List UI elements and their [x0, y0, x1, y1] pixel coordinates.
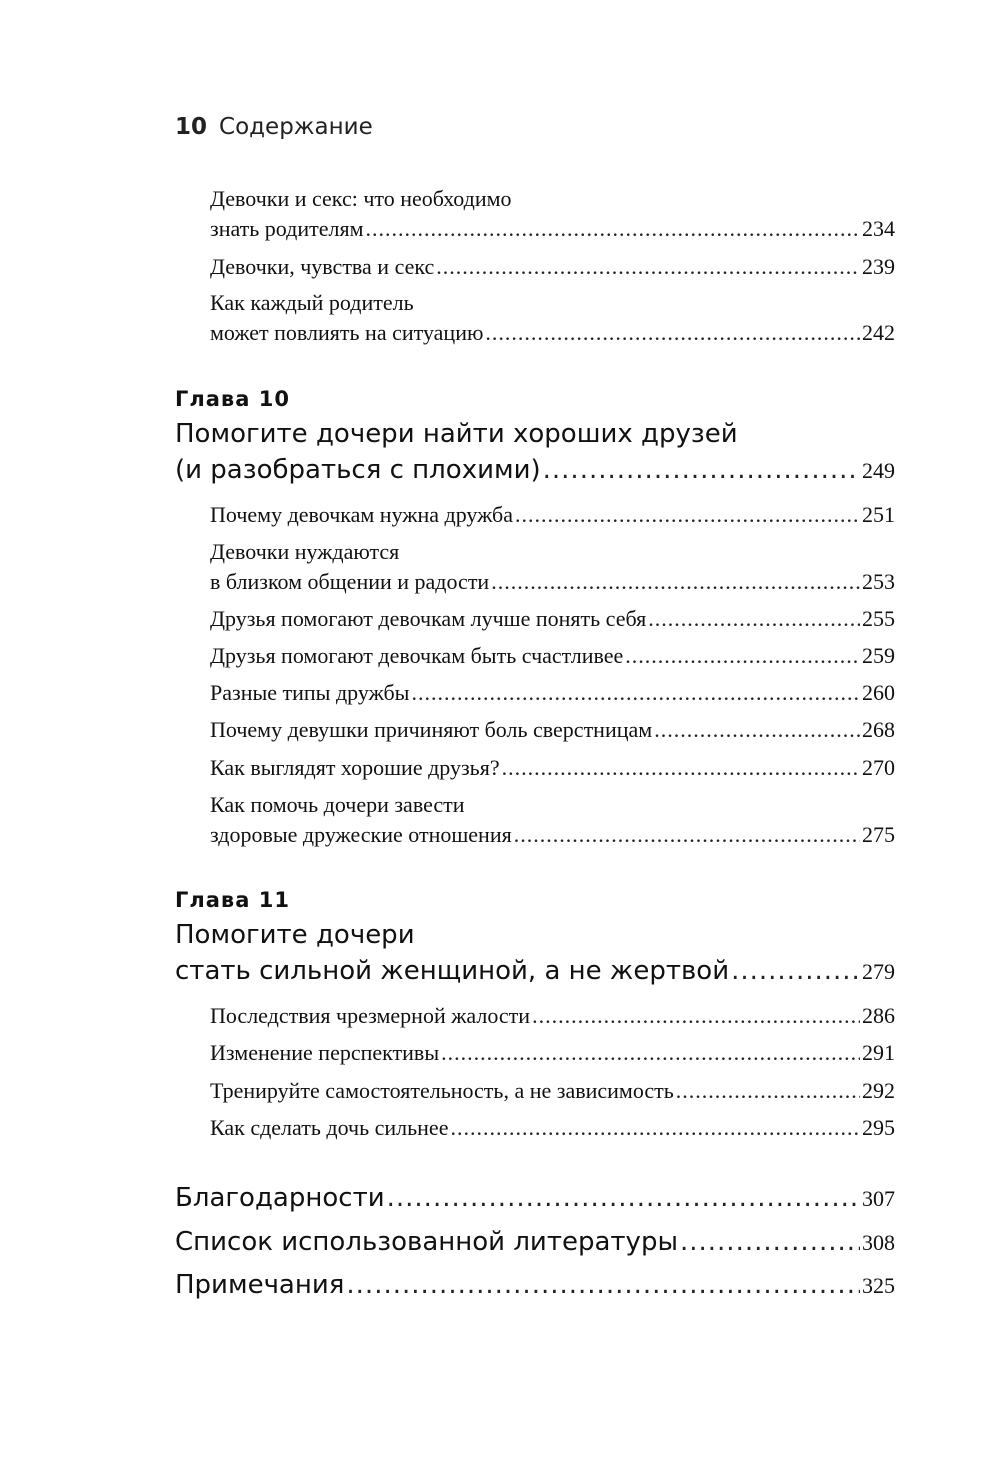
chapter-label: Глава 11: [175, 888, 290, 912]
leader-dots: [532, 1001, 860, 1031]
chapter-title: (и разобраться с плохими): [175, 455, 541, 485]
toc-entry-text: Тренируйте самостоятельность, а не зависимость: [210, 1078, 674, 1103]
leader-dots: [648, 604, 860, 634]
toc-page-number: 291: [862, 1040, 895, 1065]
toc-page-number: 295: [862, 1115, 895, 1140]
toc-entry[interactable]: [210, 1001, 895, 1031]
leader-dots: [514, 820, 860, 850]
running-head: [175, 114, 373, 140]
leader-dots: [366, 214, 860, 244]
toc-entry[interactable]: [210, 604, 895, 634]
toc-entry-text: Почему девушки причиняют боль сверстницам: [210, 717, 653, 742]
chapter-label: Глава 10: [175, 387, 290, 411]
back-matter-title: Благодарности: [175, 1183, 385, 1213]
toc-entry[interactable]: [210, 715, 895, 745]
toc-page-number: 242: [862, 320, 895, 345]
toc-page-number: 239: [862, 254, 895, 279]
toc-entry-text: Последствия чрезмерной жалости: [210, 1003, 531, 1028]
toc-page-number: 255: [862, 606, 895, 631]
toc-page-number: 279: [862, 959, 895, 984]
leader-dots: [411, 678, 860, 708]
toc-page-number: 253: [862, 569, 895, 594]
leader-dots: [485, 318, 860, 348]
toc-entry[interactable]: [210, 252, 895, 282]
leader-dots: [515, 500, 860, 530]
toc-entry[interactable]: [210, 1038, 895, 1068]
page-number: 10: [175, 114, 208, 140]
leader-dots: [502, 753, 860, 783]
toc-page-number: 308: [862, 1230, 895, 1255]
toc-entry-text: Девочки нуждаются: [210, 539, 400, 564]
toc-entry-text: Друзья помогают девочкам лучше понять себя: [210, 606, 647, 631]
toc-page-number: 270: [862, 755, 895, 780]
toc-entry-text: Разные типы дружбы: [210, 680, 410, 705]
toc-entry-text: Друзья помогают девочкам быть счастливее: [210, 643, 624, 668]
toc-page-number: 260: [862, 680, 895, 705]
toc-entry[interactable]: [210, 1113, 895, 1143]
toc-entry-text: Девочки и секс: что необходимо: [210, 186, 512, 211]
leader-dots: [491, 567, 860, 597]
toc-page-number: 325: [862, 1273, 895, 1298]
back-matter-entry[interactable]: [175, 1180, 895, 1217]
page-title: Содержание: [219, 114, 373, 140]
leader-dots: [680, 1224, 860, 1260]
chapter-title: Помогите дочери найти хороших друзей: [175, 419, 738, 449]
toc-entry[interactable]: [210, 790, 895, 850]
toc-entry[interactable]: [210, 288, 895, 348]
toc-entry[interactable]: [210, 753, 895, 783]
toc-entry-text: в близком общении и радости: [210, 569, 490, 594]
toc-entry-text: знать родителям: [210, 216, 364, 241]
toc-page-number: 259: [862, 643, 895, 668]
toc-page-number: 286: [862, 1003, 895, 1028]
toc-entry[interactable]: [210, 678, 895, 708]
leader-dots: [543, 452, 860, 488]
toc-page-number: 307: [862, 1186, 895, 1211]
toc-entry-text: Как каждый родитель: [210, 290, 414, 315]
toc-entry-text: Как сделать дочь сильнее: [210, 1115, 449, 1140]
leader-dots: [676, 1076, 860, 1106]
toc-entry-text: Как помочь дочери завести: [210, 792, 465, 817]
chapter-title: стать сильной женщиной, а не жертвой: [175, 956, 730, 986]
toc-page-number: 234: [862, 216, 895, 241]
toc-page-number: 292: [862, 1078, 895, 1103]
toc-page-number: 251: [862, 502, 895, 527]
leader-dots: [387, 1180, 860, 1216]
toc-entry-text: здоровые дружеские отношения: [210, 822, 512, 847]
chapter-title-entry[interactable]: [175, 416, 895, 489]
toc-page-number: 249: [862, 458, 895, 483]
toc-entry-text: Изменение перспективы: [210, 1040, 440, 1065]
toc-entry[interactable]: [210, 537, 895, 597]
back-matter-entry[interactable]: [175, 1224, 895, 1261]
toc-entry[interactable]: [210, 500, 895, 530]
chapter-title: Помогите дочери: [175, 920, 415, 950]
leader-dots: [625, 641, 860, 671]
toc-entry-text: Как выглядят хорошие друзья?: [210, 755, 500, 780]
toc-entry-text: может повлиять на ситуацию: [210, 320, 484, 345]
toc-page-number: 275: [862, 822, 895, 847]
back-matter-title: Примечания: [175, 1270, 345, 1300]
toc-entry-text: Девочки, чувства и секс: [210, 254, 435, 279]
toc-page-number: 268: [862, 717, 895, 742]
toc-entry-text: Почему девочкам нужна дружба: [210, 502, 514, 527]
back-matter-title: Список использованной литературы: [175, 1227, 678, 1257]
leader-dots: [450, 1113, 860, 1143]
leader-dots: [731, 953, 860, 989]
toc-entry[interactable]: [210, 184, 895, 244]
toc-entry[interactable]: [210, 1076, 895, 1106]
leader-dots: [346, 1267, 860, 1303]
toc-entry[interactable]: [210, 641, 895, 671]
leader-dots: [436, 252, 860, 282]
back-matter-entry[interactable]: [175, 1267, 895, 1304]
leader-dots: [441, 1038, 860, 1068]
chapter-title-entry[interactable]: [175, 917, 895, 990]
leader-dots: [654, 715, 860, 745]
